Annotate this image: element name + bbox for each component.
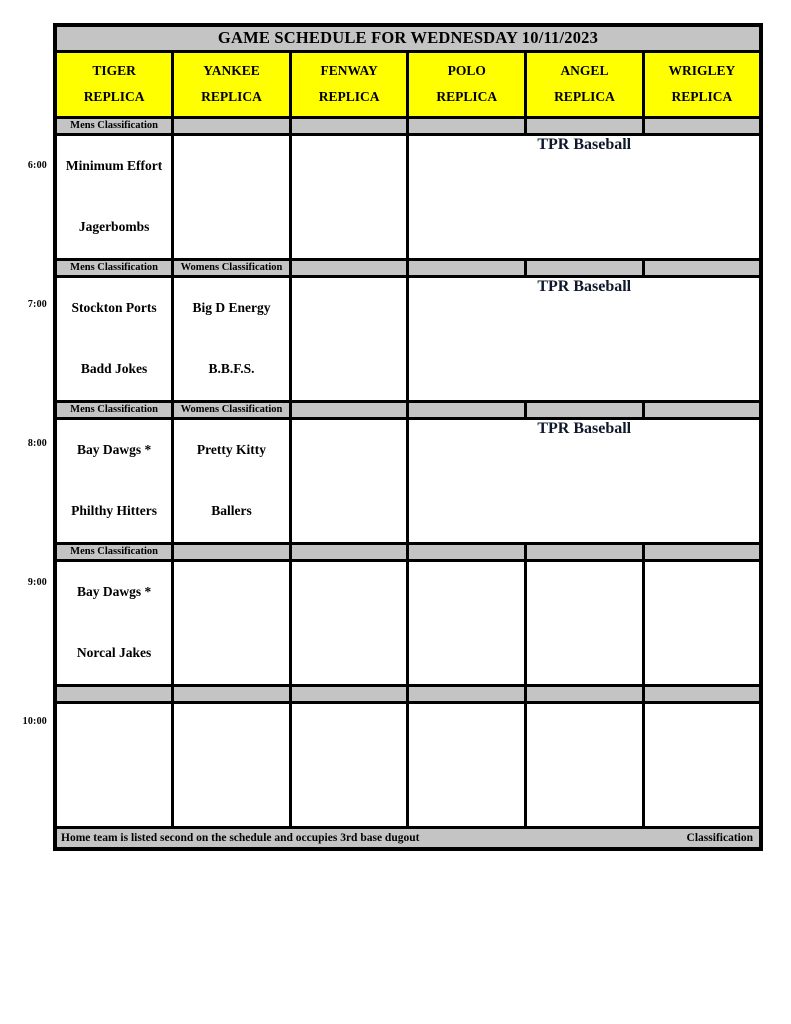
home-team: Philthy Hitters	[71, 503, 158, 518]
home-team	[527, 623, 642, 684]
game-cell	[290, 560, 408, 685]
classification-row-800	[55, 401, 761, 418]
classification-cell	[408, 259, 526, 276]
classification-cell	[526, 685, 644, 702]
classification-cell: Mens Classification	[55, 401, 173, 418]
away-team	[292, 136, 407, 197]
field-type: REPLICA	[436, 89, 498, 104]
classification-row-700	[55, 259, 761, 276]
classification-cell	[643, 685, 761, 702]
field-name: FENWAY	[320, 63, 378, 78]
time-label-600: 6:00	[27, 160, 47, 171]
tpr-baseball-cell: TPR Baseball	[408, 276, 761, 401]
field-name: WRIGLEY	[668, 63, 736, 78]
game-cell	[643, 560, 761, 685]
home-team	[292, 623, 407, 684]
game-cell	[173, 134, 291, 259]
game-cell	[408, 702, 526, 827]
classification-cell	[408, 543, 526, 560]
classification-cell	[173, 685, 291, 702]
game-cell	[408, 560, 526, 685]
classification-cell	[290, 543, 408, 560]
classification-cell	[173, 543, 291, 560]
game-cell	[55, 418, 173, 543]
field-type: REPLICA	[83, 89, 145, 104]
game-row-600	[55, 134, 761, 259]
field-header-tiger	[55, 51, 173, 117]
classification-cell	[526, 543, 644, 560]
time-label-800: 8:00	[27, 438, 47, 449]
classification-cell: Womens Classification	[173, 401, 291, 418]
field-header-fenway	[290, 51, 408, 117]
classification-row-900	[55, 543, 761, 560]
away-team	[292, 420, 407, 481]
away-team	[174, 136, 289, 197]
game-cell	[173, 418, 291, 543]
footer-cell	[55, 827, 761, 849]
away-team: Bay Dawgs *	[76, 584, 152, 599]
game-cell	[526, 560, 644, 685]
classification-cell	[290, 401, 408, 418]
classification-cell	[290, 685, 408, 702]
away-team	[409, 562, 524, 623]
home-team	[292, 197, 407, 258]
away-team	[174, 704, 289, 765]
away-team	[409, 704, 524, 765]
home-team	[292, 765, 407, 826]
game-cell	[290, 134, 408, 259]
classification-cell	[526, 401, 644, 418]
classification-cell	[290, 117, 408, 134]
game-cell	[55, 702, 173, 827]
field-header-wrigley	[643, 51, 761, 117]
home-team: Norcal Jakes	[76, 645, 152, 660]
away-team	[57, 704, 171, 765]
home-team: Jagerbombs	[78, 219, 150, 234]
home-team	[645, 623, 759, 684]
field-type: REPLICA	[671, 89, 733, 104]
classification-cell	[173, 117, 291, 134]
away-team	[645, 562, 759, 623]
away-team	[292, 278, 407, 339]
classification-cell	[643, 543, 761, 560]
away-team: Pretty Kitty	[196, 442, 267, 457]
field-name: YANKEE	[203, 63, 260, 78]
away-team: Stockton Ports	[71, 300, 157, 315]
classification-cell	[643, 117, 761, 134]
tpr-baseball-cell: TPR Baseball	[408, 418, 761, 543]
classification-cell: Mens Classification	[55, 117, 173, 134]
classification-cell	[643, 259, 761, 276]
field-name: TIGER	[92, 63, 136, 78]
home-team: B.B.F.S.	[208, 361, 255, 376]
away-team	[527, 704, 642, 765]
field-header-yankee	[173, 51, 291, 117]
game-cell	[643, 702, 761, 827]
field-type: REPLICA	[554, 89, 615, 104]
game-row-700	[55, 276, 761, 401]
classification-cell	[526, 117, 644, 134]
home-team	[527, 765, 642, 826]
game-row-800	[55, 418, 761, 543]
tpr-baseball-cell: TPR Baseball	[408, 134, 761, 259]
home-team	[645, 765, 759, 826]
classification-cell: Mens Classification	[55, 259, 173, 276]
away-team	[174, 562, 289, 623]
home-team	[174, 623, 289, 684]
time-label-1000: 10:00	[22, 716, 47, 727]
schedule-title: GAME SCHEDULE FOR WEDNESDAY 10/11/2023	[55, 25, 761, 51]
header-row	[55, 51, 761, 117]
game-row-900	[55, 560, 761, 685]
classification-row-1000	[55, 685, 761, 702]
home-team	[174, 765, 289, 826]
game-cell	[290, 276, 408, 401]
classification-cell: Mens Classification	[55, 543, 173, 560]
away-team: Big D Energy	[192, 300, 271, 315]
field-name: ANGEL	[560, 63, 609, 78]
time-label-700: 7:00	[27, 299, 47, 310]
game-cell	[55, 276, 173, 401]
home-team	[57, 765, 171, 826]
home-team	[292, 339, 407, 400]
home-team	[409, 623, 524, 684]
home-team	[174, 197, 289, 258]
game-cell	[290, 702, 408, 827]
away-team	[527, 562, 642, 623]
footer-row	[55, 827, 761, 849]
footer-classification-label: Classification	[686, 831, 753, 844]
game-cell	[173, 702, 291, 827]
schedule-table	[53, 23, 763, 851]
away-team: Bay Dawgs *	[76, 442, 152, 457]
away-team	[645, 704, 759, 765]
field-name: POLO	[447, 63, 486, 78]
game-cell	[173, 276, 291, 401]
classification-row-600	[55, 117, 761, 134]
home-team: Ballers	[211, 503, 252, 518]
classification-cell	[408, 401, 526, 418]
home-team	[409, 765, 524, 826]
classification-cell	[643, 401, 761, 418]
classification-cell: Womens Classification	[173, 259, 291, 276]
away-team	[292, 704, 407, 765]
classification-cell	[526, 259, 644, 276]
footer-note: Home team is listed second on the schedule and occupies 3rd base dugout	[61, 831, 420, 844]
time-label-900: 9:00	[27, 577, 47, 588]
away-team: Minimum Effort	[65, 158, 163, 173]
field-header-angel	[526, 51, 644, 117]
game-cell	[173, 560, 291, 685]
classification-cell	[408, 117, 526, 134]
field-type: REPLICA	[318, 89, 380, 104]
away-team	[292, 562, 407, 623]
field-header-polo	[408, 51, 526, 117]
classification-cell	[55, 685, 173, 702]
game-cell	[55, 134, 173, 259]
game-row-1000	[55, 702, 761, 827]
field-type: REPLICA	[201, 89, 262, 104]
home-team	[292, 481, 407, 542]
game-cell	[290, 418, 408, 543]
home-team: Badd Jokes	[80, 361, 148, 376]
title-row	[55, 25, 761, 51]
classification-cell	[408, 685, 526, 702]
game-cell	[526, 702, 644, 827]
classification-cell	[290, 259, 408, 276]
game-cell	[55, 560, 173, 685]
